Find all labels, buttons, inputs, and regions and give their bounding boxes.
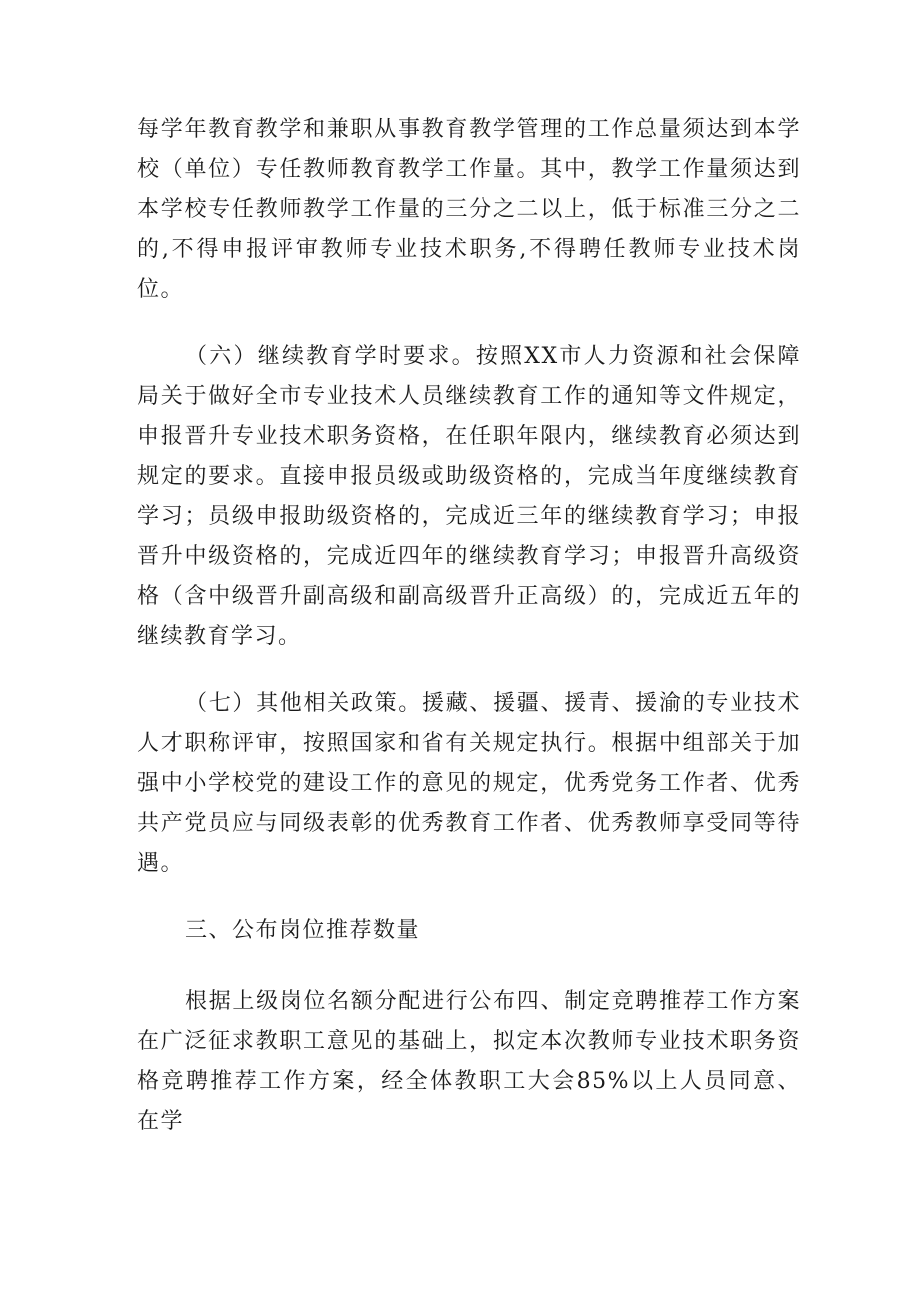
paragraph-continuing-education: （六）继续教育学时要求。按照XX市人力资源和社会保障局关于做好全市专业技术人员继续教育工作的通知等文件规定，申报晋升专业技术职务资格，在任职年限内，继续教育必须达到规定的要求。直接申报员级或助级资格的，完成当年度继续教育学习；员级申报助级资格的，完成近三年的继续教育学习；申报晋升中级资格的，完成近四年的继续教育学习；申报晋升高级资格（含中级晋升副高级和副高级晋升正高级）的，完成近五年的继续教育学习。 [137,344,801,649]
paragraph-other-policies: （七）其他相关政策。援藏、援疆、援青、援渝的专业技术人才职称评审，按照国家和省有关规定执行。根据中组部关于加强中小学校党的建设工作的意见的规定，优秀党务工作者、优秀共产党员应与同级表彰的优秀教育工作者、优秀教师享受同等待遇。 [137,691,801,876]
paragraph-workload-requirement: 每学年教育教学和兼职从事教育教学管理的工作总量须达到本学校（单位）专任教师教育教学工作量。其中，教学工作量须达到本学校专任教师教学工作量的三分之二以上，低于标准三分之二的,不得申报评审教师专业技术职务,不得聘任教师专业技术岗位。 [137,117,801,302]
document-body [137,110,801,1169]
section-heading: 三、公布岗位推荐数量 [185,918,421,943]
paragraph-recommendation-plan: 根据上级岗位名额分配进行公布四、制定竞聘推荐工作方案在广泛征求教职工意见的基础上，拟定本次教师专业技术职务资格竞聘推荐工作方案，经全体教职工大会85%以上人员同意、在学 [137,989,801,1134]
